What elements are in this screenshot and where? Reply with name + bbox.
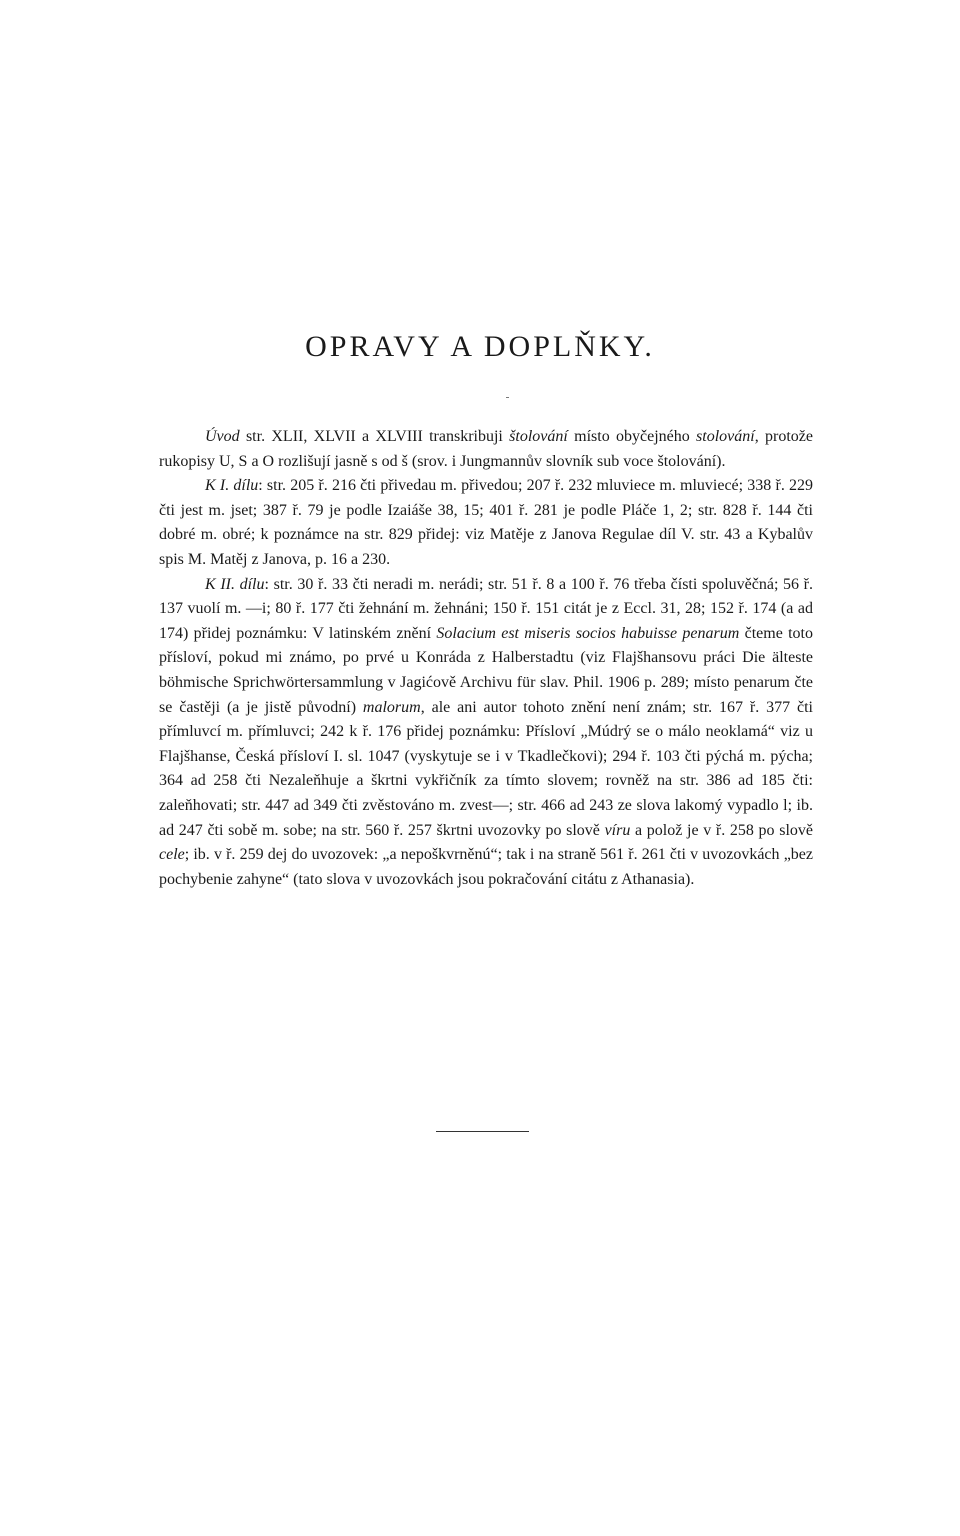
text-segment: místo obyčejného [567,428,697,445]
page-title: OPRAVY A DOPLŇKY. [305,330,655,363]
text-segment: : str. 205 ř. 216 čti přivedau m. přivedou; 207 ř. 232 mluviece m. mluviecé; 338 ř. 229 čti jest m. jset; 387 ř. 79 je podle Izaiáše 38, 15; 401 ř. 281 je podle Pláče 1, 2; str. 828 ř. 144 čti dobré m. obré; k poznámce na str. 829 přidej: viz Matěje z Janova Regulae díl V. str. 43 a Kybalův spis M. Matěj z Janova, p. 16 a 230. [159,477,814,568]
text-segment: str. XLII, XLVII a XLVIII transkribuji [239,428,510,445]
text-segment: , protože rukopisy U, S a O rozlišují jasně s od š (srov. i Jungmannův slovník sub voce štolování). [159,428,813,470]
end-rule [436,1131,529,1132]
italic-segment: K I. dílu [205,477,259,495]
italic-segment: cele [159,846,185,864]
paragraph-uvod [159,425,813,474]
italic-segment: malorum [362,698,421,716]
document-body [159,425,813,892]
text-segment: čteme toto přísloví, pokud mi známo, po prvé u Konráda z Halberstadtu (viz Flajšhansovu práci Die älteste böhmische Sprichwörtersammlung v Jagićově Archivu für slav. Phil. 1906 p. 289; místo penarum čte se častěji (a je jistě původní) [159,624,813,716]
italic-segment: K II. dílu [205,575,265,593]
italic-segment: Solacium est miseris socios habuisse penarum [436,624,740,642]
italic-segment: stolování [696,428,755,445]
paragraph-k-i-dilu [159,474,813,572]
text-segment: a polož je v ř. 258 po slově [630,821,813,839]
stray-mark [506,397,509,398]
text-segment: : str. 30 ř. 33 čti neradi m. nerádi; str. 51 ř. 8 a 100 ř. 76 třeba čísti spoluvěčná; 56 ř. 137 vuolí m. —i; 80 ř. 177 čti žehnání m. žehnáni; 150 ř. 151 citát je z Eccl. 31, 28; 152 ř. 174 (a ad 174) přidej poznámku: V latinském znění [159,575,814,642]
text-segment: ; ib. v ř. 259 dej do uvozovek: „a nepoškvrněnú“; tak i na straně 561 ř. 261 čti v uvozovkách „bez pochybenie zahyne“ (tato slova v uvozovkách jsou pokračování citátu z Athanasia). [159,846,813,888]
text-segment: , ale ani autor tohoto znění není znám; str. 167 ř. 377 čti přímluvcí m. přímluvci; 242 k ř. 176 přidej poznámku: Přísloví „Múdrý se o málo neoklamá“ viz u Flajšhanse, Česká přísloví I. sl. 1047 (vyskytuje se i v Tkadlečkovi); 294 ř. 103 čti pýchá m. pýcha; 364 ad 258 čti Nezaleňhuje a škrtni vykřičník za tímto slovem; rovněž na str. 386 ad 185 čti: zaleňhovati; str. 447 ad 349 čti zvěstováno m. zvest—; str. 466 ad 243 ze slova lakomý vypadlo l; ib. ad 247 čti sobě m. sobe; na str. 560 ř. 257 škrtni uvozovky po slově [159,698,814,839]
italic-segment: Úvod [205,428,240,445]
paragraph-k-ii-dilu [159,573,813,893]
italic-segment: víru [604,821,631,839]
italic-segment: štolování [509,428,568,445]
